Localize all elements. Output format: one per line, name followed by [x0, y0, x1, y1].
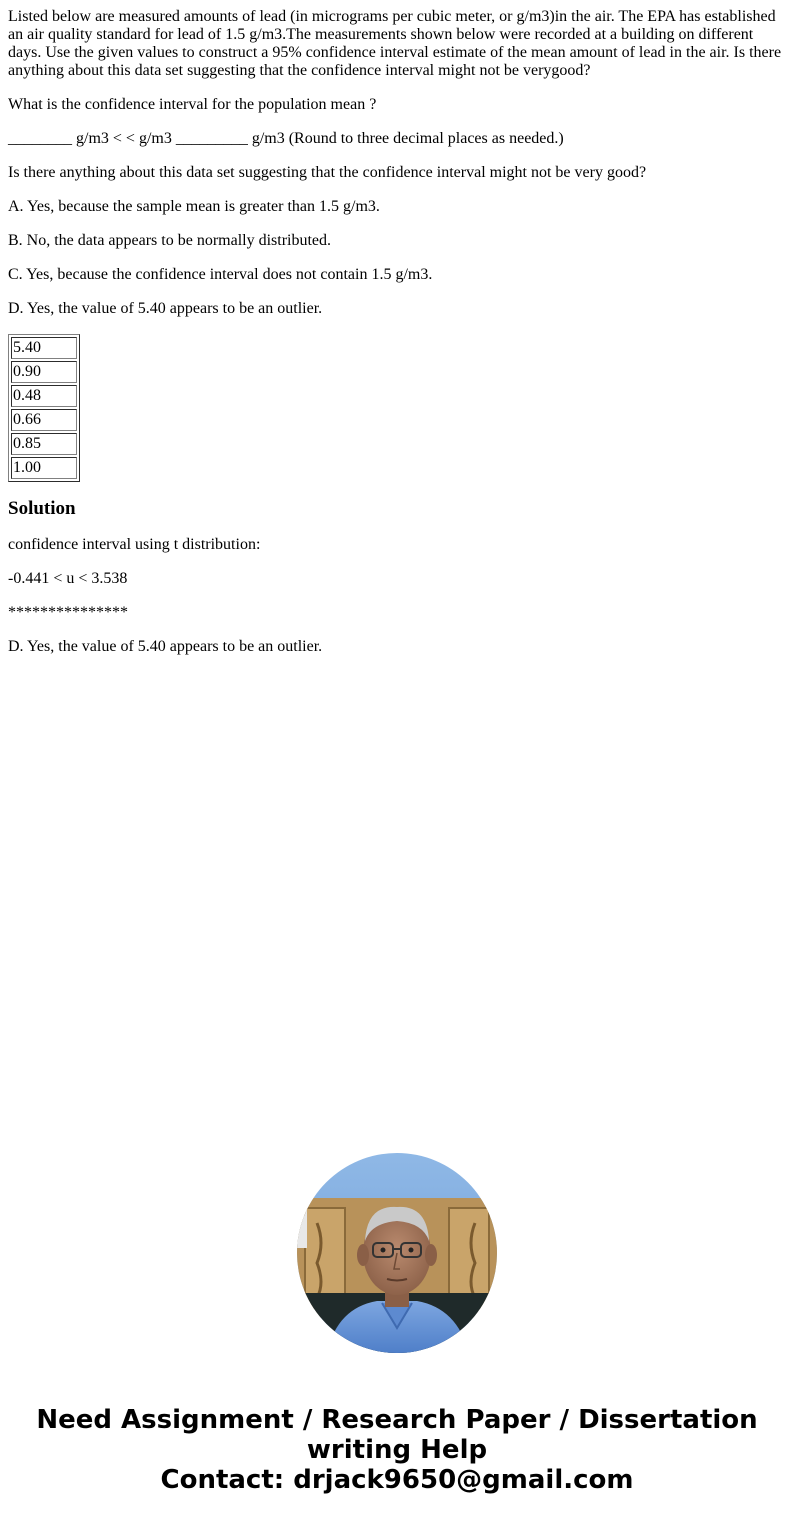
promo-line-1: Need Assignment / Research Paper / Dissertation [36, 1405, 758, 1435]
solution-separator: *************** [8, 604, 128, 621]
data-values-table [8, 334, 80, 482]
option-a: A. Yes, because the sample mean is greater than 1.5 g/m3. [8, 198, 380, 215]
table-cell: 0.90 [11, 361, 77, 383]
solution-heading: Solution [8, 498, 76, 519]
document-content [8, 8, 786, 672]
solution-interval: -0.441 < u < 3.538 [8, 570, 128, 587]
avatar-photo [297, 1153, 497, 1353]
option-b: B. No, the data appears to be normally distributed. [8, 232, 332, 249]
promo-banner [0, 1405, 794, 1495]
table-row [11, 457, 77, 479]
followup-question: Is there anything about this data set suggesting that the confidence interval might not be very good? [8, 164, 647, 181]
question-intro: Listed below are measured amounts of lead (in micrograms per cubic meter, or g/m3)in the air. The EPA has established an air quality standard for lead of 1.5 g/m3.The measurements shown below were recorded at a building on different days. Use the given values to construct a 95% confidence interval estimate of the mean amount of lead in the air. Is there anything about this data set suggesting that the confidence interval might not be verygood? [8, 8, 782, 79]
solution-method: confidence interval using t distribution: [8, 536, 261, 553]
table-cell: 5.40 [11, 337, 77, 359]
author-avatar [297, 1153, 497, 1353]
table-cell: 0.66 [11, 409, 77, 431]
table-row [11, 385, 77, 407]
option-c: C. Yes, because the confidence interval does not contain 1.5 g/m3. [8, 266, 433, 283]
table-row [11, 337, 77, 359]
promo-line-2: writing Help [306, 1435, 488, 1465]
table-row [11, 433, 77, 455]
ci-prompt: What is the confidence interval for the population mean ? [8, 96, 377, 113]
table-row [11, 361, 77, 383]
ci-template: ________ g/m3 < < g/m3 _________ g/m3 (Round to three decimal places as needed.) [8, 130, 564, 147]
promo-contact: Contact: drjack9650@gmail.com [160, 1465, 634, 1495]
table-cell: 0.48 [11, 385, 77, 407]
solution-answer: D. Yes, the value of 5.40 appears to be an outlier. [8, 638, 323, 655]
table-cell: 1.00 [11, 457, 77, 479]
table-cell: 0.85 [11, 433, 77, 455]
option-d: D. Yes, the value of 5.40 appears to be an outlier. [8, 300, 323, 317]
table-row [11, 409, 77, 431]
